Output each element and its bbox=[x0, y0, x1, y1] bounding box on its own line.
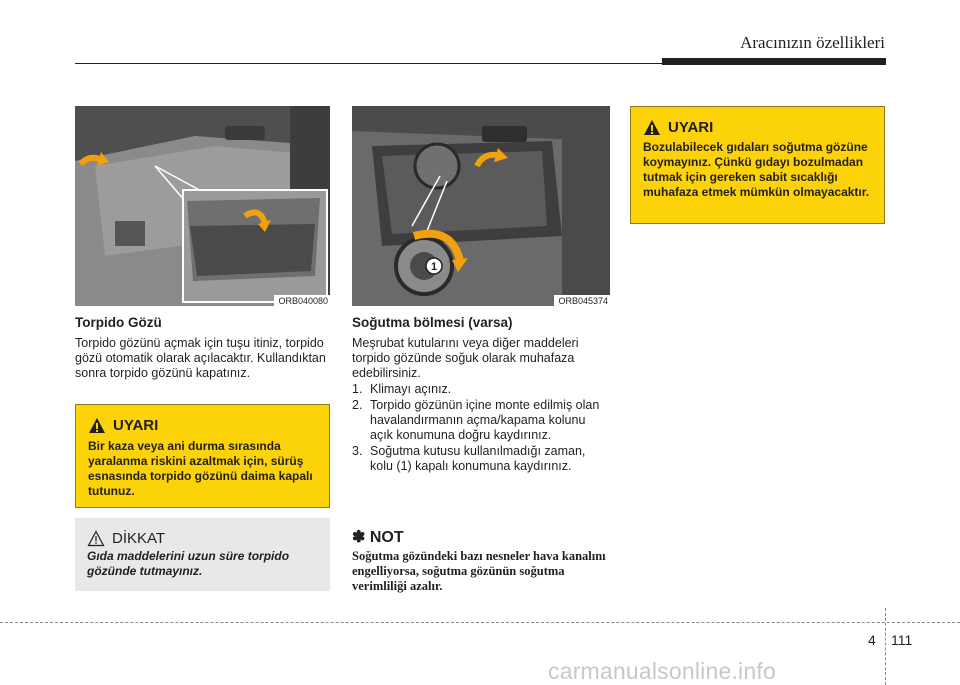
list-item bbox=[352, 398, 610, 443]
glove-box-photo bbox=[75, 106, 330, 306]
step-text: Torpido gözünün içine monte edilmiş olan havalandırmanın açma/kapama kolunu açık konumuna doğru kaydırınız. bbox=[370, 398, 600, 442]
caution-box bbox=[75, 518, 330, 591]
header-rule bbox=[75, 63, 665, 64]
list-item bbox=[352, 444, 610, 474]
warning-title: UYARI bbox=[113, 416, 159, 434]
header-rule-accent bbox=[662, 58, 886, 65]
cooling-compartment-photo bbox=[352, 106, 610, 306]
photo-code: ORB045374 bbox=[554, 295, 610, 306]
caution-title: DİKKAT bbox=[112, 529, 166, 547]
cooling-body: Meşrubat kutularını veya diğer maddeleri torpido gözünde soğuk olarak muhafaza edebilirsiniz. bbox=[352, 336, 579, 380]
note-text: Soğutma gözündeki bazı nesneler hava kanalını engelliyorsa, soğutma gözünün soğutma verimliliği azalır. bbox=[352, 549, 606, 593]
step-text: Klimayı açınız. bbox=[370, 382, 452, 396]
warning-title: UYARI bbox=[668, 118, 714, 136]
warning-box-right bbox=[630, 106, 885, 224]
caution-header bbox=[87, 528, 165, 548]
chapter-number: 4 bbox=[868, 632, 876, 648]
glove-box-heading: Torpido Gözü bbox=[75, 315, 162, 330]
note-title: ✽ NOT bbox=[352, 529, 404, 546]
page-number: 111 bbox=[891, 632, 913, 648]
caution-text: Gıda maddelerini uzun süre torpido gözünde tutmayınız. bbox=[87, 549, 290, 578]
warning-triangle-icon bbox=[88, 417, 106, 434]
footer-divider bbox=[885, 608, 886, 685]
warning-text: Bir kaza veya ani durma sırasında yaralanma riskini azaltmak için, sürüş esnasında torpido gözünü daima kapalı tutunuz. bbox=[88, 439, 313, 498]
watermark: carmanualsonline.info bbox=[548, 658, 776, 684]
chapter-title: Aracınızın özellikleri bbox=[740, 33, 885, 52]
warning-text: Bozulabilecek gıdaları soğutma gözüne koymayınız. Çünkü gıdayı bozulmadan tutmak için gereken sabit sıcaklığı muhafaza etmek mümkün olmayacaktır. bbox=[643, 140, 870, 199]
warning-box-left bbox=[75, 404, 330, 508]
step-number: 2. bbox=[352, 398, 363, 412]
photo-code: ORB040080 bbox=[274, 295, 330, 306]
glove-box-body: Torpido gözünü açmak için tuşu itiniz, torpido gözü otomatik olarak açılacaktır. Kullandıktan sonra torpido gözünü kapatınız. bbox=[75, 336, 326, 380]
list-item bbox=[352, 382, 610, 397]
glove-box-illustration bbox=[75, 106, 330, 306]
lever-callout-label: 1 bbox=[430, 261, 438, 273]
cooling-steps bbox=[352, 382, 610, 475]
step-number: 1. bbox=[352, 382, 363, 396]
warning-header bbox=[88, 415, 158, 435]
warning-triangle-icon bbox=[643, 119, 661, 136]
step-number: 3. bbox=[352, 444, 363, 458]
warning-header bbox=[643, 117, 713, 137]
step-text: Soğutma kutusu kullanılmadığı zaman, kolu (1) kapalı konumuna kaydırınız. bbox=[370, 444, 586, 473]
cooling-compartment-illustration bbox=[352, 106, 610, 306]
cooling-heading: Soğutma bölmesi (varsa) bbox=[352, 315, 513, 330]
caution-triangle-icon bbox=[87, 530, 105, 547]
footer-rule bbox=[0, 622, 960, 623]
